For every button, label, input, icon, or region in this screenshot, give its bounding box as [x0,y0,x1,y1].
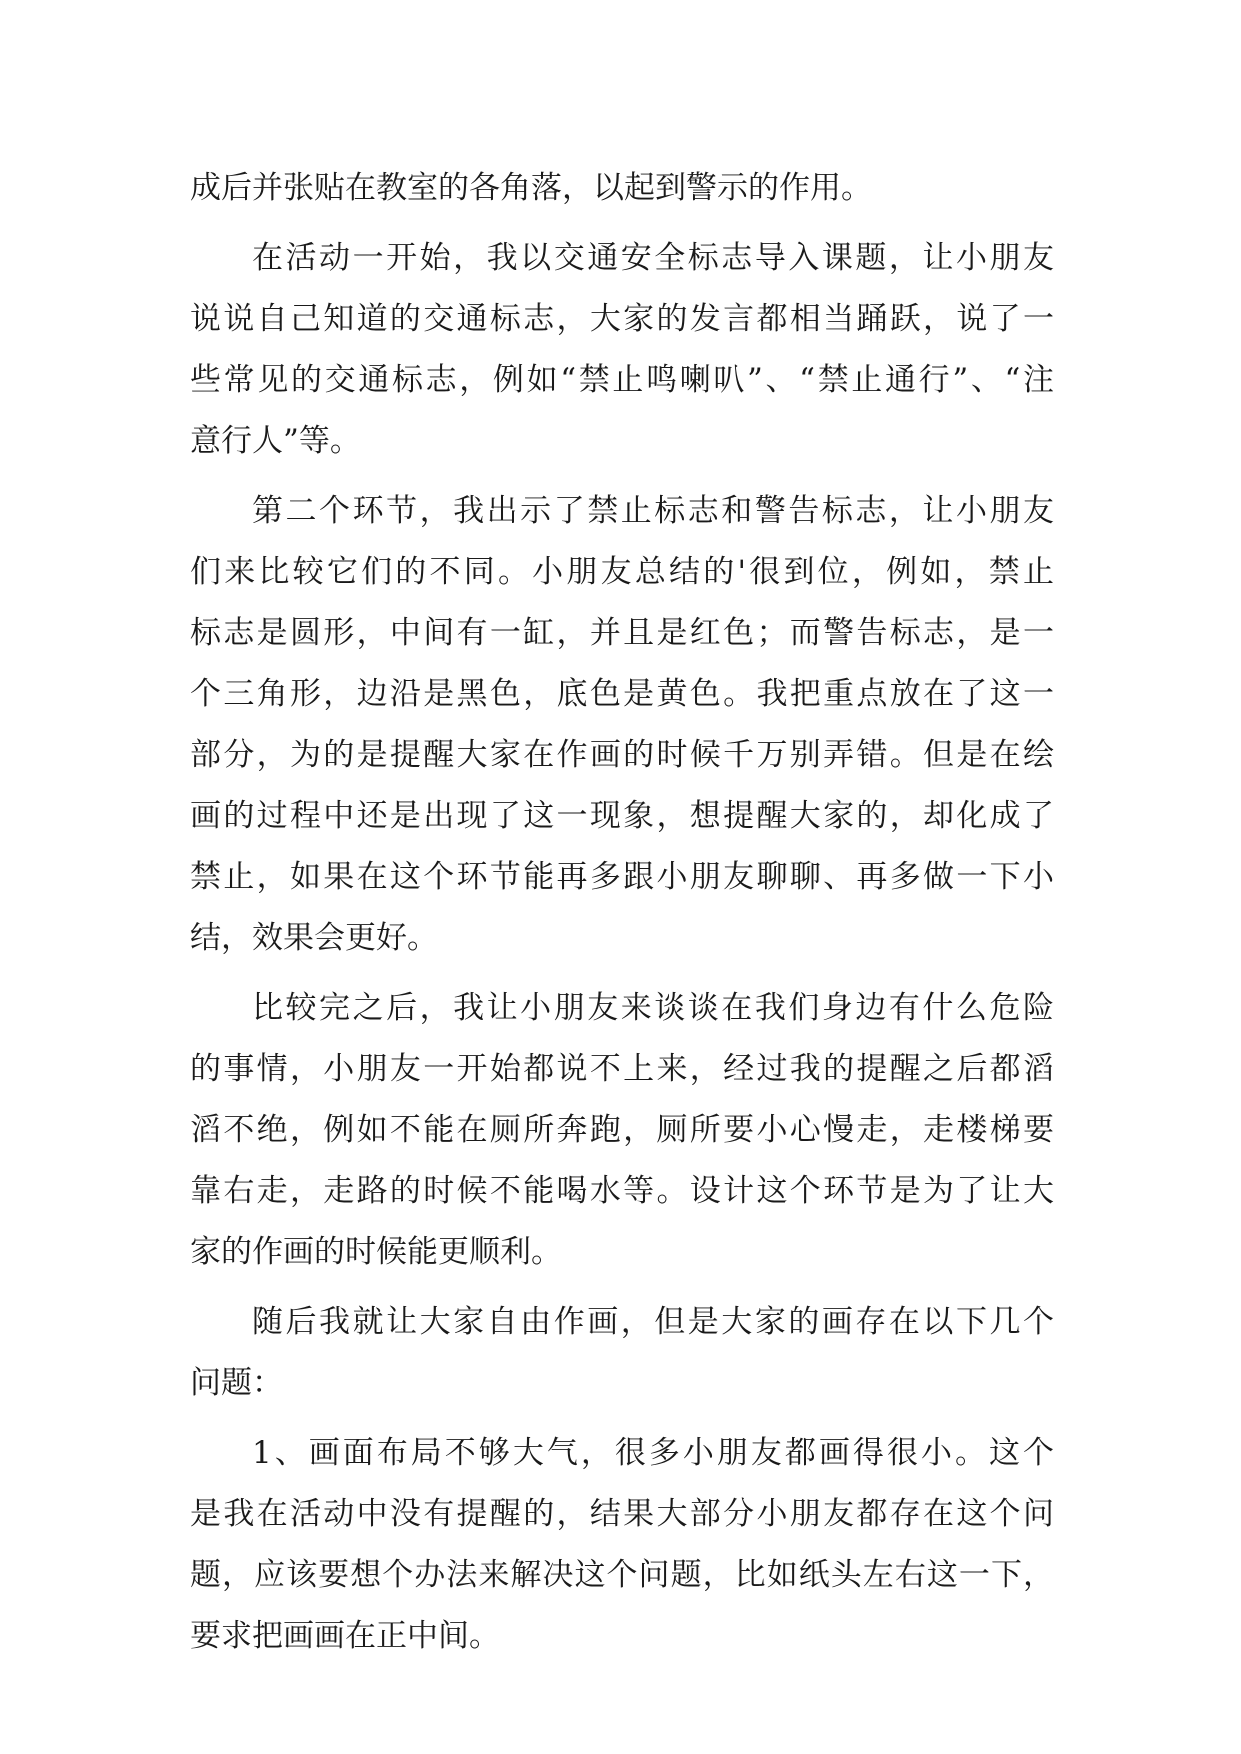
text-line: 们来比较它们的不同。小朋友总结的'很到位，例如，禁止 [190,554,1054,590]
text-line: 成后并张贴在教室的各角落，以起到警示的作用。 [190,170,872,206]
text-line: 问题： [190,1365,283,1401]
text-line: 些常见的交通标志，例如“禁止鸣喇叭”、“禁止通行”、“注 [190,362,1054,398]
text-line: 说说自己知道的交通标志，大家的发言都相当踊跃，说了一 [190,301,1054,337]
paragraph [190,978,1054,1283]
text-line: 随后我就让大家自由作画，但是大家的画存在以下几个 [252,1304,1054,1340]
text-line: 是我在活动中没有提醒的，结果大部分小朋友都存在这个问 [190,1496,1054,1532]
text-line: 部分，为的是提醒大家在作画的时候千万别弄错。但是在绘 [190,737,1054,773]
text-line: 禁止，如果在这个环节能再多跟小朋友聊聊、再多做一下小 [190,859,1054,895]
text-line: 家的作画的时候能更顺利。 [190,1234,562,1270]
text-line: 个三角形，边沿是黑色，底色是黄色。我把重点放在了这一 [190,676,1054,712]
text-line: 第二个环节，我出示了禁止标志和警告标志，让小朋友 [252,493,1054,529]
text-line: 靠右走，走路的时候不能喝水等。设计这个环节是为了让大 [190,1173,1054,1209]
text-line: 1、画面布局不够大气，很多小朋友都画得很小。这个 [252,1435,1054,1471]
text-line: 的事情，小朋友一开始都说不上来，经过我的提醒之后都滔 [190,1051,1054,1087]
text-line: 在活动一开始，我以交通安全标志导入课题，让小朋友 [252,240,1054,276]
text-line: 滔不绝，例如不能在厕所奔跑，厕所要小心慢走，走楼梯要 [190,1112,1054,1148]
document-body [190,158,1054,1667]
text-line: 比较完之后，我让小朋友来谈谈在我们身边有什么危险 [252,990,1054,1026]
text-line: 画的过程中还是出现了这一现象，想提醒大家的，却化成了 [190,798,1054,834]
text-line: 要求把画画在正中间。 [190,1618,500,1654]
paragraph [190,158,1054,219]
text-line: 结，效果会更好。 [190,920,438,956]
paragraph [190,1292,1054,1414]
text-line: 意行人”等。 [190,423,361,459]
text-line: 题，应该要想个办法来解决这个问题，比如纸头左右这一下， [190,1557,1054,1593]
paragraph [190,481,1054,969]
paragraph [190,1423,1054,1667]
text-line: 标志是圆形，中间有一缸，并且是红色；而警告标志，是一 [190,615,1054,651]
paragraph [190,228,1054,472]
